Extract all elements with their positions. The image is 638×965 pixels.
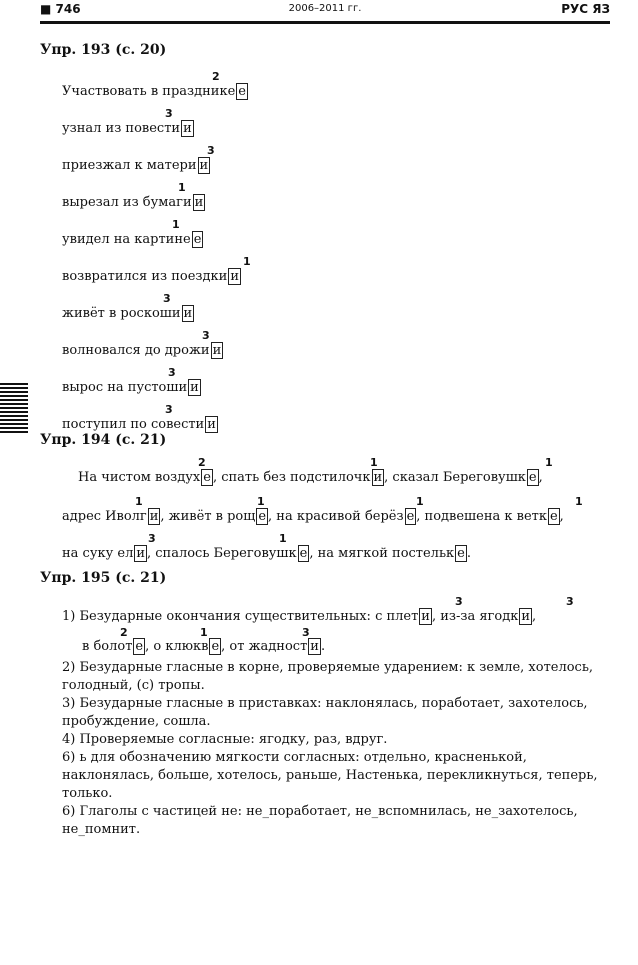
ex193-line: поступил по совести и: [62, 417, 216, 432]
ending-box: е: [193, 232, 202, 247]
stress-num: 1: [257, 495, 265, 508]
ex193-line: вырезал из бумаги и: [62, 195, 204, 210]
stress-num: 2: [212, 70, 220, 83]
stress-num: 2: [120, 626, 128, 639]
stress-num: 1: [370, 456, 378, 469]
stress-num: 3: [168, 366, 176, 379]
stress-num: 2: [198, 456, 206, 469]
page-header: [40, 2, 610, 20]
stress-num: 3: [455, 595, 463, 608]
ex193-line: живёт в роскоши и: [62, 306, 193, 321]
ex194-line-1: На чистом воздух е , спать без подстилочк и , сказал Береговушк е ,: [78, 470, 543, 485]
header-rule: [40, 21, 610, 24]
ex195-item-1b: в болот е , о клюкв е , от жадност и .: [82, 639, 326, 654]
ex195-item-6: 6) Глаголы с частицей не: не_поработает, не_вспомнилась, не_захотелось, не_помнит.: [62, 804, 578, 837]
ex194-heading: Упр. 194 (с. 21): [40, 432, 167, 448]
ex194-line-2: адрес Иволг и , живёт в рощ е , на красивой берёз е , подвешена к ветк е ,: [62, 509, 564, 524]
ending-box: и: [212, 343, 222, 358]
ending-box: и: [183, 121, 192, 136]
ending-box: и: [190, 380, 199, 395]
stress-num: 3: [163, 292, 171, 305]
stress-num: 1: [575, 495, 583, 508]
header-years: 2006–2011 гг.: [288, 3, 362, 14]
ending-box: и: [183, 306, 193, 321]
header-subject: РУС ЯЗ: [561, 2, 610, 16]
ex194-line-3: на суку ел и , спалось Береговушк е , на мягкой постельк е .: [62, 546, 471, 561]
ending-box: и: [199, 158, 209, 173]
stress-num: 3: [566, 595, 574, 608]
ex195-item-5: 6) ь для обозначению мягкости согласных: отдельно, красненькой, наклонялась, больше, хотелось, раньше, Настенька, перекликнуться, теперь, только.: [62, 750, 598, 801]
stress-num: 3: [202, 329, 210, 342]
stress-num: 3: [165, 403, 173, 416]
stress-num: 1: [243, 255, 251, 268]
page-number: ■ 746: [40, 2, 81, 16]
stress-num: 1: [279, 532, 287, 545]
stress-num: 3: [148, 532, 156, 545]
ex193-line: Участвовать в празднике е: [62, 84, 246, 99]
ex195-item-2: 2) Безударные гласные в корне, проверяемые ударением: к земле, хотелось, голодный, (с) тропы.: [62, 660, 594, 693]
stress-num: 1: [416, 495, 424, 508]
ending-box: е: [238, 84, 246, 99]
stress-num: 3: [302, 626, 310, 639]
ex195-rest: [62, 659, 607, 839]
stress-num: 1: [135, 495, 143, 508]
stress-num: 1: [172, 218, 180, 231]
ex195-heading: Упр. 195 (с. 21): [40, 570, 167, 586]
ending-box: и: [194, 195, 204, 210]
ex193-heading: Упр. 193 (с. 20): [40, 42, 167, 58]
ex195-item-3: 3) Безударные гласные в приставках: наклонялась, поработает, захотелось, пробуждение, сошла.: [62, 696, 588, 729]
stress-num: 1: [545, 456, 553, 469]
stress-num: 3: [165, 107, 173, 120]
ex193-line: увидел на картине е: [62, 232, 202, 247]
side-thumb-tab: [0, 383, 28, 433]
stress-num: 3: [207, 144, 215, 157]
ending-box: и: [207, 417, 216, 432]
ex193-line: возвратился из поездки и: [62, 269, 239, 284]
ex195-item-1a: 1) Безударные окончания существительных: с плет и , из-за ягодк и ,: [62, 609, 537, 624]
ex193-line: приезжал к матери и: [62, 158, 209, 173]
ex193-line: узнал из повести и: [62, 121, 192, 136]
stress-num: 1: [200, 626, 208, 639]
ending-box: и: [230, 269, 239, 284]
ex195-item-4: 4) Проверяемые согласные: ягодку, раз, вдруг.: [62, 732, 388, 747]
ex193-line: волновался до дрожи и: [62, 343, 222, 358]
ex193-line: вырос на пустоши и: [62, 380, 199, 395]
stress-num: 1: [178, 181, 186, 194]
